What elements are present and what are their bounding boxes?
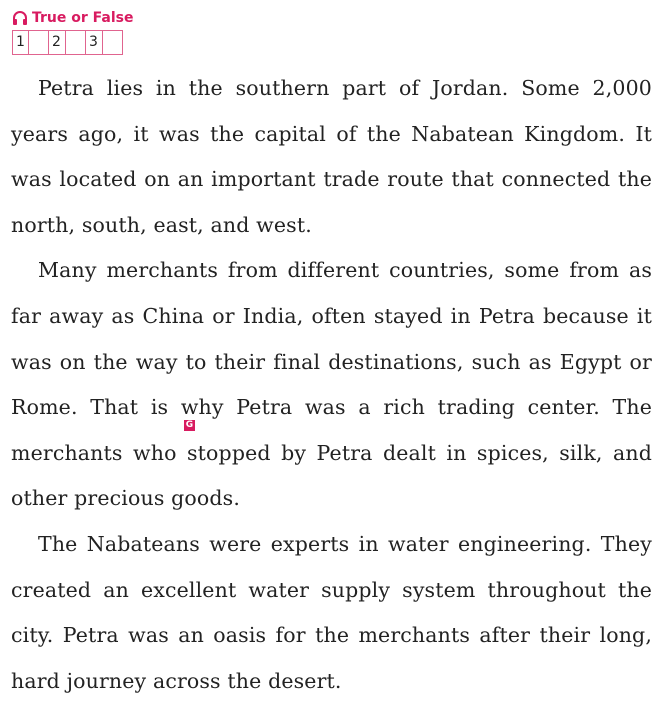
true-or-false-section	[12, 8, 133, 55]
exercise-title: True or False	[32, 10, 134, 26]
answer-box-2-number: 2	[49, 30, 66, 55]
paragraph-2: Many merchants from different countries, some from as far away as China or India, often stayed in Petra because it was on the way to their final destinations, such as Egypt or Rome. That is why Petra was a rich trading center. The merchants who stopped by Petra dealt in spices, silk, and other precious goods.	[11, 258, 652, 511]
answer-box-3-number: 3	[86, 30, 103, 55]
grammar-marker-icon[interactable]: G	[185, 420, 194, 430]
paragraph-3: The Nabateans were experts in water engineering. They created an excellent water supply system throughout the city. Petra was an oasis for the merchants after their long, hard journey across the desert.	[11, 531, 652, 693]
reading-passage	[11, 66, 652, 704]
answer-box-1-number: 1	[12, 30, 29, 55]
headphones-icon[interactable]	[12, 11, 28, 26]
answer-box-1[interactable]	[29, 30, 49, 55]
paragraph-1: Petra lies in the southern part of Jordan. Some 2,000 years ago, it was the capital of the Nabatean Kingdom. It was located on an important trade route that connected the north, south, east, and west.	[11, 76, 652, 237]
answer-box-2[interactable]	[66, 30, 86, 55]
true-or-false-heading	[12, 8, 133, 28]
answer-boxes	[12, 30, 133, 55]
answer-box-3[interactable]	[103, 30, 123, 55]
